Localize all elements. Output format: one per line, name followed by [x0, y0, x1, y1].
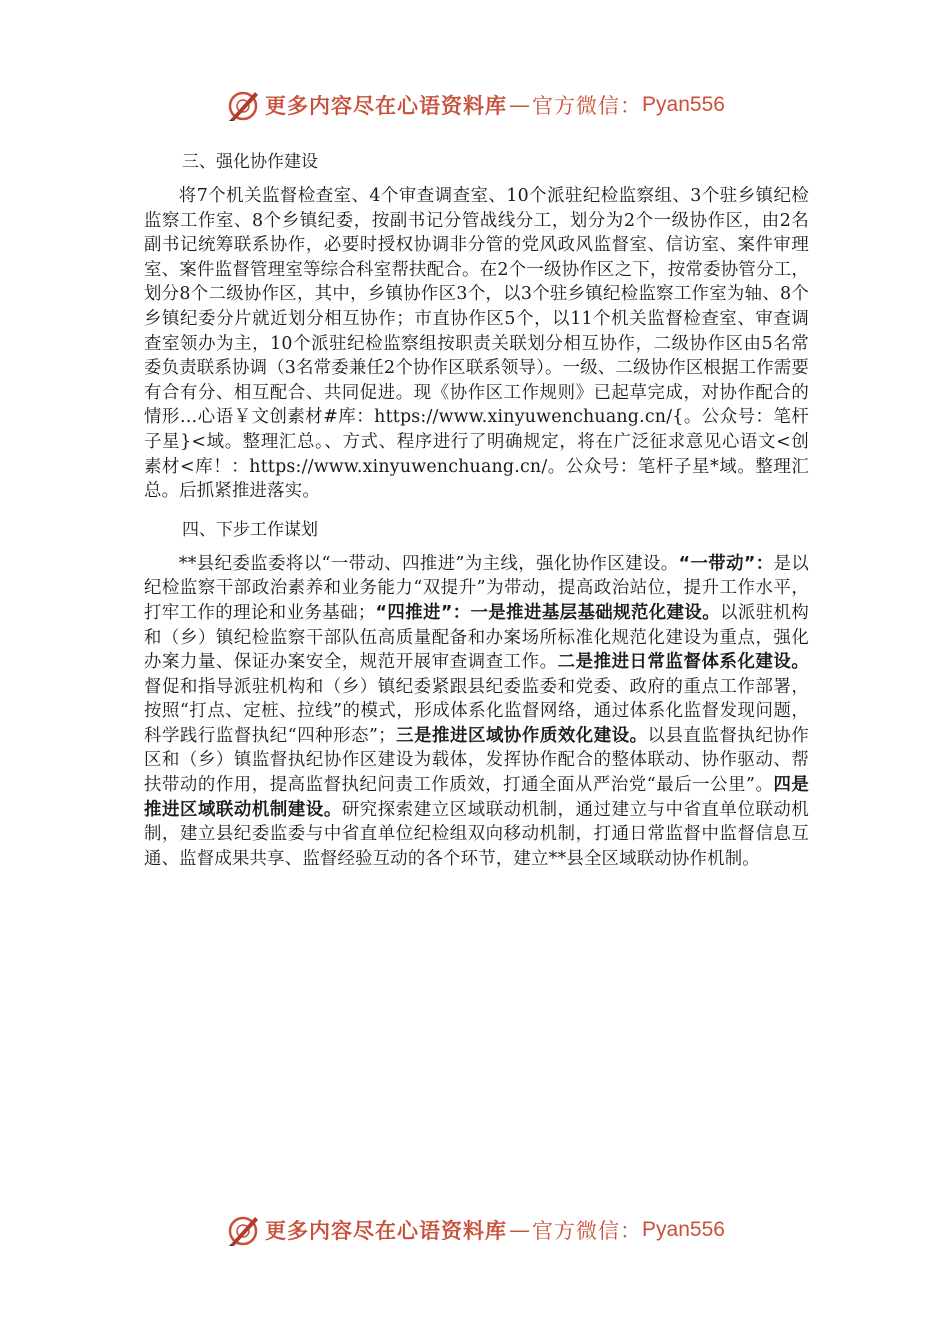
text-run: 督促和指导派驻机构和（乡）镇纪委紧跟县纪委监委和党委、政府的重点工作部署，按照“打点、定桩、拉线”的模式，形成体系化监督网络，通过体系化监督发现问题，科学践行监督执纪“四种形态”； — [144, 676, 809, 746]
section-4-paragraph — [144, 552, 809, 872]
pen-logo-icon — [225, 1212, 261, 1248]
emphasis-run: 三是推进区域协作质效化建设。 — [395, 725, 648, 746]
banner-official-label: 官方微信： — [532, 1219, 643, 1243]
emphasis-run: 二是推进日常监督体系化建设。 — [557, 652, 809, 673]
section-heading-3: 三、强化协作建设 — [182, 152, 318, 172]
text-run: 是以纪检监察干部政治素养和业务能力“双提升”为带动，提高政治站位，提升工作水平，打牢工作的理论和业务基础； — [144, 553, 809, 623]
banner-wechat-id: Pyan556 — [642, 1218, 725, 1241]
section-heading-4: 四、下步工作谋划 — [182, 519, 318, 540]
banner-dash: — — [509, 93, 531, 117]
emphasis-run: “四推进”：一是推进基层基础规范化建设。 — [375, 602, 721, 623]
footer-banner — [0, 1210, 950, 1250]
document-body — [144, 150, 809, 885]
banner-brand-text: 更多内容尽在心语资料库 — [265, 1218, 508, 1243]
emphasis-run: 四是推进区域联动机制建设。 — [144, 775, 809, 820]
text-run: 研究探索建立区域联动机制，通过建立与中省直单位联动机制，建立县纪委监委与中省直单位纪检组双向移动机制，打通日常监督中监督信息互通、监督成果共享、监督经验互动的各个环节，建立**县全区域联动协作机制。 — [144, 799, 810, 869]
text-run: 以县直监督执纪协作区和（乡）镇监督执纪协作区建设为载体，发挥协作配合的整体联动、协作驱动、帮扶带动的作用，提高监督执纪问责工作质效，打通全面从严治党“最后一公里”。 — [144, 725, 809, 796]
banner-official-label: 官方微信： — [532, 94, 643, 118]
header-banner — [0, 85, 950, 125]
emphasis-run: “一带动”： — [678, 553, 774, 574]
banner-brand-text: 更多内容尽在心语资料库 — [265, 93, 508, 118]
text-run: **县纪委监委将以“一带动、四推进”为主线，强化协作区建设。 — [178, 553, 679, 574]
pen-logo-icon — [225, 87, 261, 123]
section-3-paragraph: 将7个机关监督检查室、4个审查调查室、10个派驻纪检监察组、3个驻乡镇纪检监察工作室、8个乡镇纪委，按副书记分管战线分工，划分为2个一级协作区，由2名副书记统筹联系协作，必要时授权协调非分管的党风政风监督室、信访室、案件审理室、案件监督管理室等综合科室帮扶配合。在2个一级协作区之下，按常委协管分工，划分8个二级协作区，其中，乡镇协作区3个，以3个驻乡镇纪检监察工作室为轴、8个乡镇纪委分片就近划分相互协作；市直协作区5个，以11个机关监督检查室、审查调查室领办为主，10个派驻纪检监察组按职责关联划分相互协作，二级协作区由5名常委负责联系协调（3名常委兼任2个协作区联系领导）。一级、二级协作区根据工作需要有合有分、相互配合、共同促进。现《协作区工作规则》已起草完成，对协作配合的情形…心语￥文创素材#库：https://www.xinyuwenchuang.cn/{。公众号：笔杆子星}<域。整理汇总。、方式、程序进行了明确规定，将在广泛征求意见心语文<创素材<库！：https://www.xinyuwenchuang.cn/。公众号：笔杆子星*域。整理汇总。后抓紧推进落实。 — [144, 186, 809, 502]
text-run: 以派驻机构和（乡）镇纪检监察干部队伍高质量配备和办案场所标准化规范化建设为重点，强化办案力量、保证办案安全，规范开展审查调查工作。 — [144, 602, 809, 673]
banner-dash: — — [509, 1218, 531, 1242]
banner-wechat-id: Pyan556 — [642, 93, 725, 116]
